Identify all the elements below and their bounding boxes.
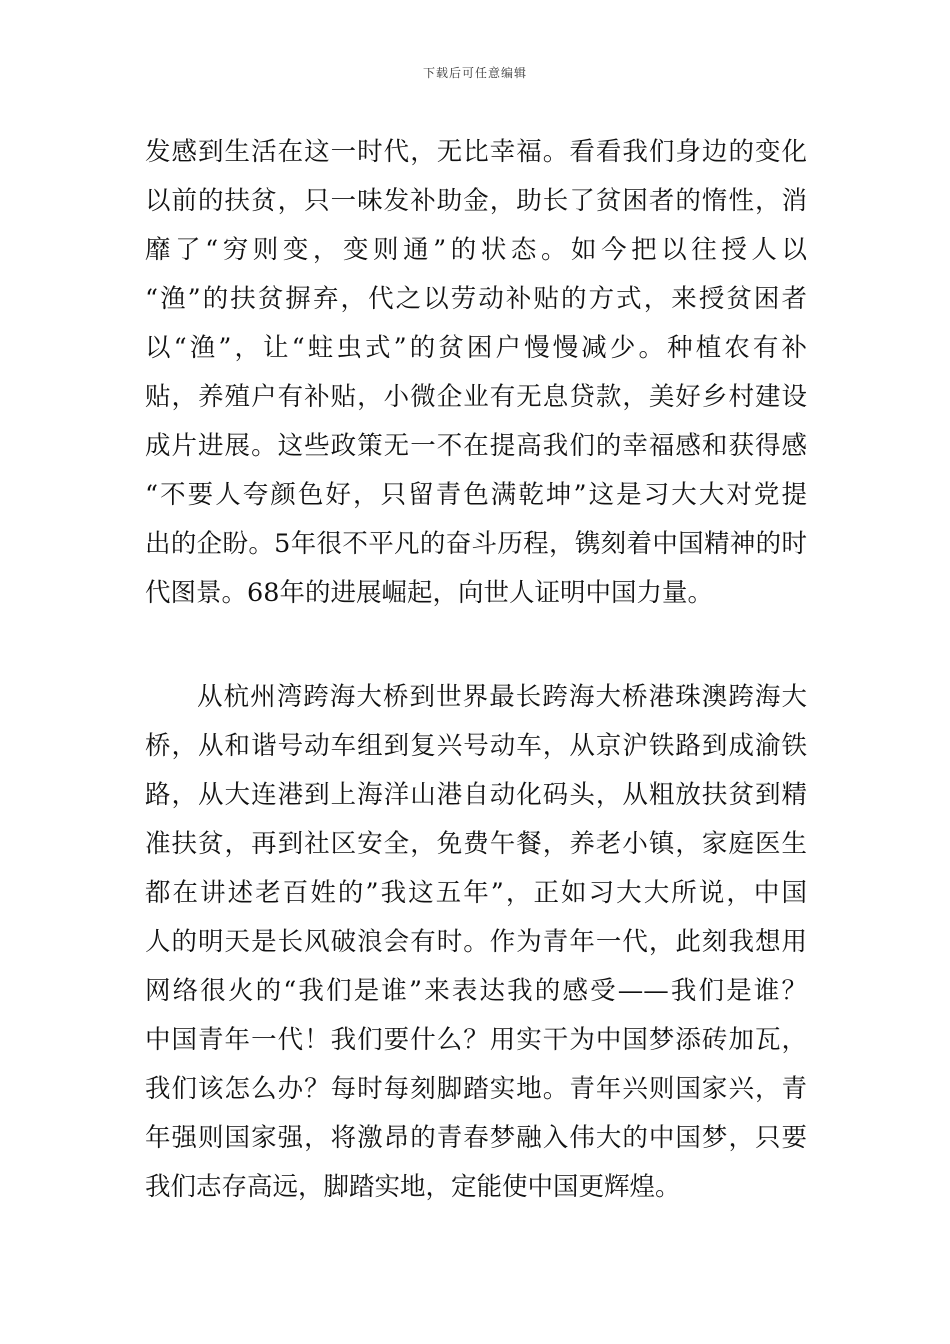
text-line: 我们该怎么办？每时每刻脚踏实地。青年兴则国家兴，青: [145, 1074, 807, 1104]
text-line: 靡了“穷则变，变则通”的状态。如今把以往授人以: [145, 235, 807, 265]
text-line: 路，从大连港到上海洋山港自动化码头，从粗放扶贫到精: [145, 780, 807, 810]
text-line: 中国青年一代！我们要什么？用实干为中国梦添砖加瓦，: [145, 1025, 807, 1055]
text-line: “不要人夸颜色好，只留青色满乾坤”这是习大大对党提: [145, 480, 807, 510]
text-line: 桥，从和谐号动车组到复兴号动车，从京沪铁路到成渝铁: [145, 731, 807, 761]
text-line: 网络很火的“我们是谁”来表达我的感受——我们是谁？: [145, 976, 807, 1006]
text-line: 出的企盼。5年很不平凡的奋斗历程，镌刻着中国精神的时: [145, 529, 807, 559]
page-header: 下载后可任意编辑: [422, 66, 527, 80]
text-line: 从杭州湾跨海大桥到世界最长跨海大桥港珠澳跨海大: [197, 682, 807, 712]
paragraph-1: [145, 128, 807, 618]
text-line: 以前的扶贫，只一味发补助金，助长了贫困者的惰性，消: [145, 186, 807, 216]
text-line: “渔”的扶贫摒弃，代之以劳动补贴的方式，来授贫困者: [145, 284, 807, 314]
text-line: 人的明天是长风破浪会有时。作为青年一代，此刻我想用: [145, 927, 807, 957]
text-line: 都在讲述老百姓的”我这五年”，正如习大大所说，中国: [145, 878, 807, 908]
text-line: 代图景。68年的进展崛起，向世人证明中国力量。: [145, 578, 713, 608]
paragraph-2: [145, 673, 807, 1212]
text-line: 贴，养殖户有补贴，小微企业有无息贷款，美好乡村建设: [145, 382, 807, 412]
text-line: 发感到生活在这一时代，无比幸福。看看我们身边的变化: [145, 137, 807, 167]
text-line: 成片进展。这些政策无一不在提高我们的幸福感和获得感: [145, 431, 807, 461]
text-line: 以“渔”，让“蛀虫式”的贫困户慢慢减少。种植农有补: [145, 333, 807, 363]
text-line: 我们志存高远，脚踏实地，定能使中国更辉煌。: [145, 1172, 681, 1202]
text-line: 年强则国家强，将激昂的青春梦融入伟大的中国梦，只要: [145, 1123, 807, 1153]
text-line: 准扶贫，再到社区安全，免费午餐，养老小镇，家庭医生: [145, 829, 807, 859]
